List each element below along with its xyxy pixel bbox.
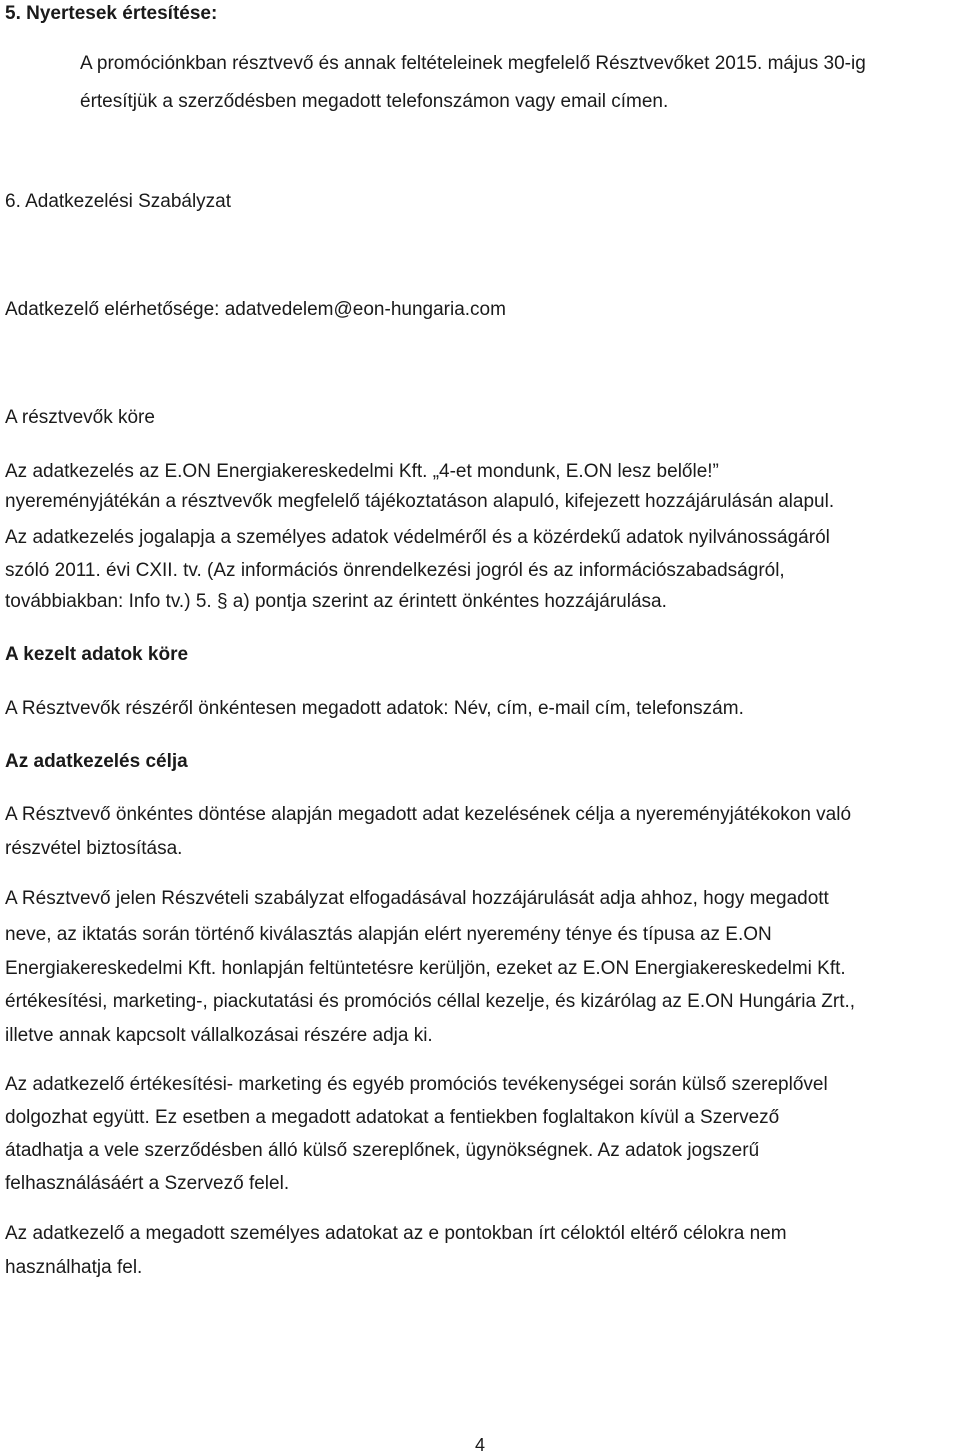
external-line-1: Az adatkezelő értékesítési- marketing és egyéb promóciós tevékenységei során külső szereplővel <box>5 1074 828 1095</box>
participants-line-2: nyereményjátékán a résztvevők megfelelő tájékoztatáson alapuló, kifejezett hozzájárulásán alapul. <box>5 491 835 512</box>
participants-line-4: szóló 2011. évi CXII. tv. (Az információs önrendelkezési jogról és az információszabadságról, <box>5 560 785 581</box>
purpose-line-2: részvétel biztosítása. <box>5 838 183 859</box>
consent-line-5: illetve annak kapcsolt vállalkozásai részére adja ki. <box>5 1025 433 1046</box>
controller-contact: Adatkezelő elérhetősége: adatvedelem@eon-hungaria.com <box>5 299 506 320</box>
participants-line-3: Az adatkezelés jogalapja a személyes adatok védelméről és a közérdekű adatok nyilvánosságáról <box>5 527 830 548</box>
consent-line-1: A Résztvevő jelen Részvételi szabályzat elfogadásával hozzájárulását adja ahhoz, hogy megadott <box>5 888 829 909</box>
external-line-2: dolgozhat együtt. Ez esetben a megadott adatokat a fentiekben foglaltakon kívül a Szervező <box>5 1107 780 1128</box>
limitation-line-2: használhatja fel. <box>5 1257 143 1278</box>
purpose-line-1: A Résztvevő önkéntes döntése alapján megadott adat kezelésének célja a nyereményjátékokon való <box>5 804 852 825</box>
external-line-4: felhasználásáért a Szervező felel. <box>5 1173 290 1194</box>
participants-line-5: továbbiakban: Info tv.) 5. § a) pontja szerint az érintett önkéntes hozzájárulása. <box>5 591 667 612</box>
consent-line-4: értékesítési, marketing-, piackutatási és promóciós céllal kezelje, és kizárólag az E.ON Hungária Zrt., <box>5 991 856 1012</box>
notification-line-1: A promóciónkban résztvevő és annak feltételeinek megfelelő Résztvevőket 2015. május 30-ig <box>80 53 866 74</box>
consent-line-3: Energiakereskedelmi Kft. honlapján feltüntetésre kerüljön, ezeket az E.ON Energiakereskedelmi Kft. <box>5 958 846 979</box>
limitation-line-1: Az adatkezelő a megadott személyes adatokat az e pontokban írt céloktól eltérő célokra nem <box>5 1223 787 1244</box>
consent-line-2: neve, az iktatás során történő kiválasztás alapján elért nyeremény ténye és típusa az E.ON <box>5 924 772 945</box>
section-5-heading: 5. Nyertesek értesítése: <box>5 3 218 24</box>
page-number: 4 <box>474 1435 485 1455</box>
data-scope-title: A kezelt adatok köre <box>5 644 189 665</box>
data-scope-text: A Résztvevők részéről önkéntesen megadott adatok: Név, cím, e-mail cím, telefonszám. <box>5 698 744 719</box>
external-line-3: átadhatja a vele szerződésben álló külső szereplőnek, ügynökségnek. Az adatok jogszerű <box>5 1140 760 1161</box>
participants-line-1: Az adatkezelés az E.ON Energiakereskedelmi Kft. „4-et mondunk, E.ON lesz belőle!” <box>5 461 719 482</box>
notification-line-2: értesítjük a szerződésben megadott telefonszámon vagy email címen. <box>80 91 669 112</box>
section-6-heading: 6. Adatkezelési Szabályzat <box>5 191 232 212</box>
participants-title: A résztvevők köre <box>5 407 155 428</box>
purpose-title: Az adatkezelés célja <box>5 751 188 772</box>
